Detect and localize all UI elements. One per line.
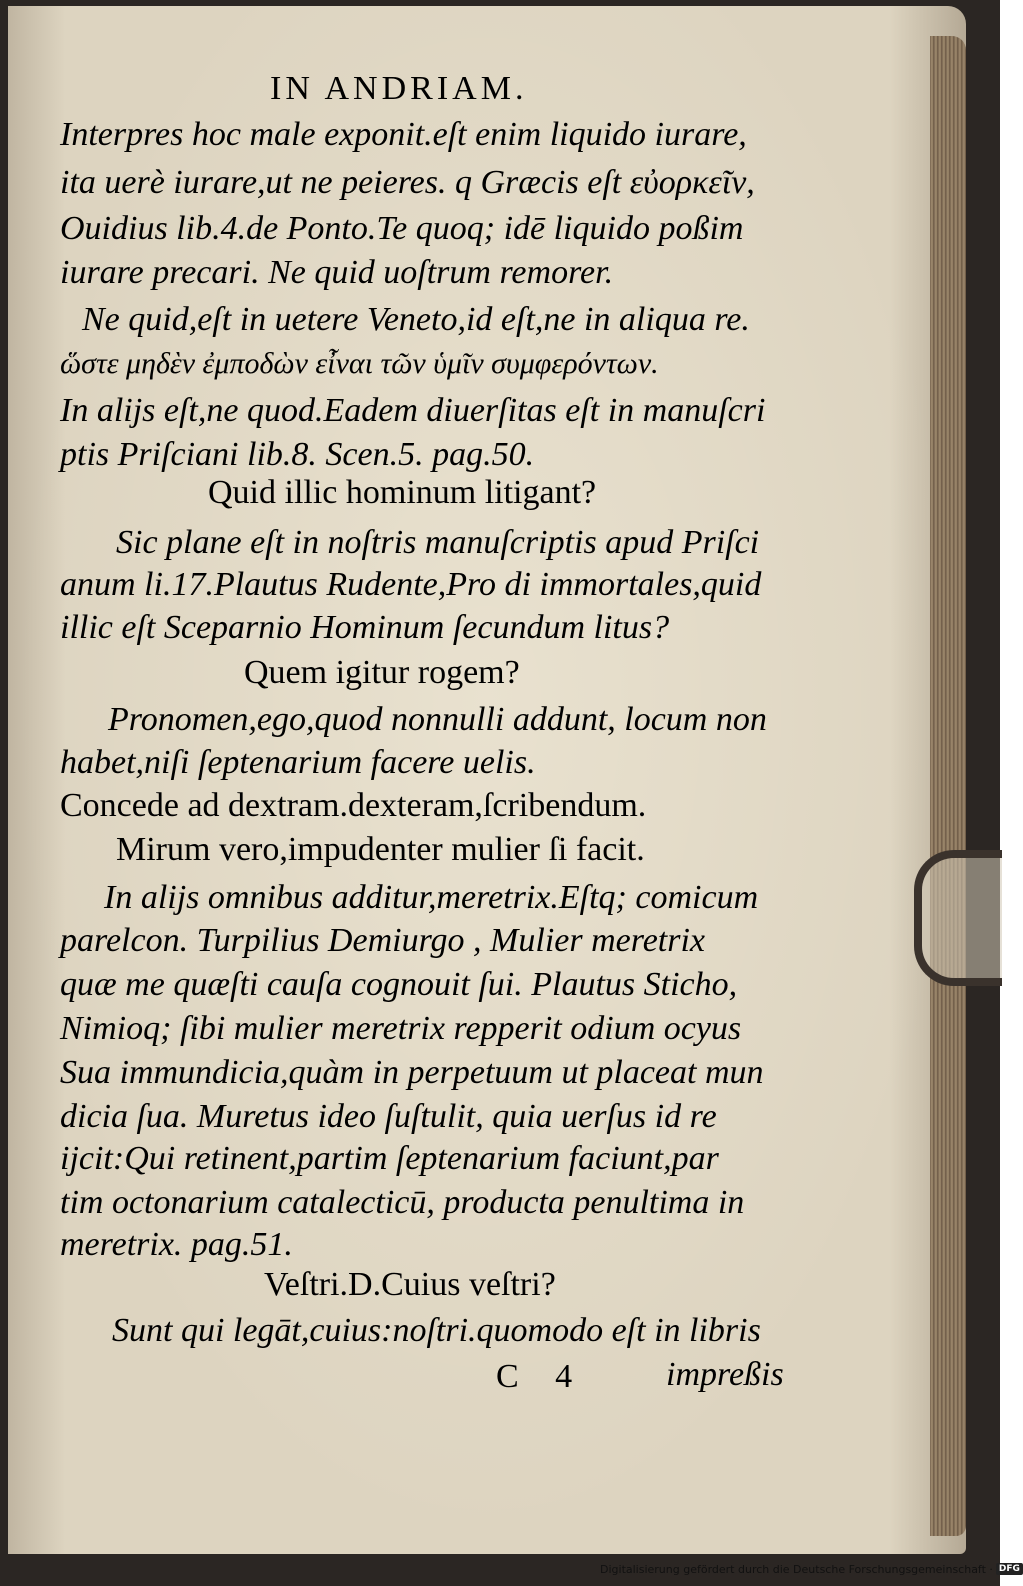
digitization-credit bbox=[600, 1558, 1020, 1580]
text-line: dicia ſua. Muretus ideo ſuſtulit, quia uerſus id re bbox=[60, 1098, 717, 1135]
text-line: iurare precari. Ne quid uoſtrum remorer. bbox=[60, 254, 614, 291]
text-line: Ne quid,eſt in uetere Veneto,id eſt,ne in aliqua re. bbox=[82, 301, 750, 338]
text-line: Pronomen,ego,quod nonnulli addunt, locum non bbox=[108, 701, 767, 738]
credit-text: Digitalisierung gefördert durch die Deutsche Forschungsgemeinschaft · bbox=[600, 1562, 993, 1576]
signature-mark: C 4 bbox=[496, 1358, 587, 1395]
greek-line: ὥστε μηδὲν ἐμποδὼν εἶναι τῶν ὑμῖν συμφερόντων. bbox=[60, 347, 659, 380]
text-line: Ouidius lib.4.de Ponto.Te quoq; idē liquido poßim bbox=[60, 210, 744, 247]
text-line: illic eſt Sceparnio Hominum ſecundum litus? bbox=[60, 609, 670, 646]
book-page bbox=[8, 6, 966, 1554]
text-line: parelcon. Turpilius Demiurgo , Mulier meretrix bbox=[60, 922, 706, 959]
text-line: quæ me quæſti cauſa cognouit ſui. Plautus Sticho, bbox=[60, 966, 738, 1003]
page-clip bbox=[914, 850, 1002, 986]
page-edge bbox=[930, 36, 966, 1536]
text-line: anum li.17.Plautus Rudente,Pro di immortales,quid bbox=[60, 566, 762, 603]
dfg-logo: DFG bbox=[996, 1563, 1023, 1575]
running-head: IN ANDRIAM. bbox=[270, 70, 528, 107]
lemma-line: Quem igitur rogem? bbox=[244, 654, 520, 691]
text-line: habet,niſi ſeptenarium facere uelis. bbox=[60, 744, 536, 781]
text-line: ijcit:Qui retinent,partim ſeptenarium faciunt,par bbox=[60, 1140, 719, 1177]
text-line: tim octonarium catalecticū, producta penultima in bbox=[60, 1184, 745, 1221]
lemma-line: Quid illic hominum litigant? bbox=[208, 474, 597, 511]
text-line: Nimioq; ſibi mulier meretrix repperit odium ocyus bbox=[60, 1010, 742, 1047]
text-line: ptis Priſciani lib.8. Scen.5. pag.50. bbox=[60, 436, 535, 473]
text-line: Sua immundicia,quàm in perpetuum ut placeat mun bbox=[60, 1054, 764, 1091]
lemma-line: Mirum vero,impudenter mulier ſi facit. bbox=[116, 831, 645, 868]
lemma-line: Concede ad dextram.dexteram,ſcribendum. bbox=[60, 787, 647, 824]
text-line: In alijs omnibus additur,meretrix.Eſtq; comicum bbox=[104, 879, 759, 916]
text-line: Sic plane eſt in noſtris manuſcriptis apud Priſci bbox=[116, 524, 760, 561]
text-line: ita uerè iurare,ut ne peieres. q Græcis eſt εὐορκεῖν, bbox=[60, 164, 755, 201]
text-line: meretrix. pag.51. bbox=[60, 1226, 293, 1263]
lemma-line: Veſtri.D.Cuius veſtri? bbox=[264, 1266, 556, 1303]
text-line: In alijs eſt,ne quod.Eadem diuerſitas eſt in manuſcri bbox=[60, 392, 766, 429]
catchword: impreßis bbox=[666, 1356, 784, 1393]
text-line: Sunt qui legāt,cuius:noſtri.quomodo eſt in libris bbox=[112, 1312, 761, 1349]
text-line: Interpres hoc male exponit.eſt enim liquido iurare, bbox=[60, 116, 747, 153]
